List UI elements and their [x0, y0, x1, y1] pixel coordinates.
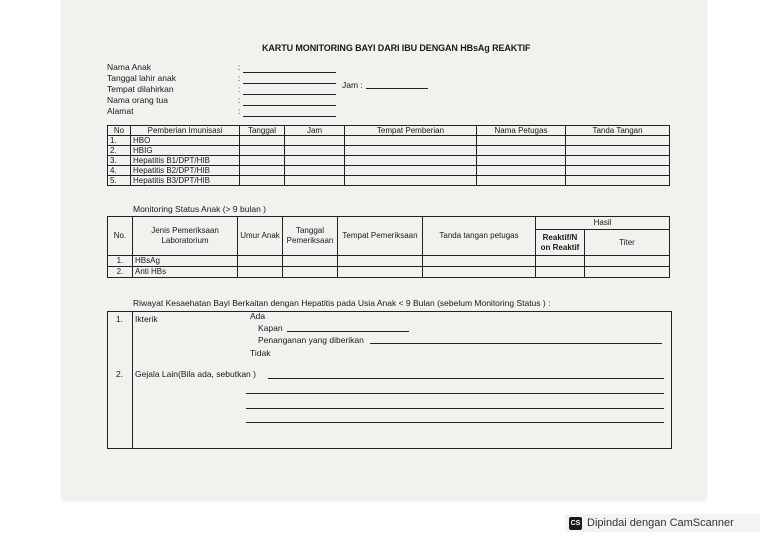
cell-empty	[566, 136, 670, 146]
cell-empty	[283, 256, 338, 267]
col-header-petugas: Nama Petugas	[477, 126, 566, 136]
col-header-jam: Jam	[285, 126, 345, 136]
fill-line-gejala-3	[246, 408, 664, 409]
history-item1-no: 1.	[116, 314, 124, 324]
row-no: 2.	[108, 267, 133, 278]
monitoring-heading: Monitoring Status Anak (> 9 bulan )	[133, 204, 267, 214]
cell-empty	[423, 267, 536, 278]
row-no: 5.	[108, 176, 131, 186]
fill-line-tanggal-lahir	[243, 83, 336, 84]
fill-line-gejala-4	[246, 422, 664, 423]
cell-empty	[240, 156, 285, 166]
cell-empty	[240, 176, 285, 186]
col-header-tempat: Tempat Pemberian	[345, 126, 477, 136]
table-row	[108, 136, 670, 146]
cell-empty	[240, 166, 285, 176]
history-item2-no: 2.	[116, 369, 124, 379]
cell-empty	[285, 176, 345, 186]
cell-empty	[585, 267, 670, 278]
cell-empty	[566, 146, 670, 156]
field-label-nama-anak: Nama Anak	[107, 62, 151, 72]
col-header-ttd: Tanda tangan petugas	[423, 217, 536, 256]
cell-empty	[566, 166, 670, 176]
cell-empty	[585, 256, 670, 267]
table-header-row	[108, 126, 670, 136]
row-no: 1.	[108, 136, 131, 146]
penanganan-label: Penanganan yang diberikan	[258, 335, 364, 345]
camscanner-watermark	[565, 514, 760, 532]
row-no: 4.	[108, 166, 131, 176]
col-header-tanda-tangan: Tanda Tangan	[566, 126, 670, 136]
row-imunisasi: HBO	[131, 136, 240, 146]
cell-empty	[536, 267, 585, 278]
table-row	[108, 256, 670, 267]
immunization-table	[107, 125, 670, 186]
row-pemeriksaan: HBsAg	[133, 256, 238, 267]
field-colon: :	[238, 74, 241, 83]
row-no: 2.	[108, 146, 131, 156]
col-header-tanggal: Tanggal	[240, 126, 285, 136]
table-row	[108, 166, 670, 176]
cell-empty	[477, 156, 566, 166]
col-header-reaktif: Reaktif/N on Reaktif	[536, 230, 585, 256]
fill-line-penanganan	[370, 343, 662, 344]
fill-line-kapan	[287, 331, 409, 332]
cell-empty	[477, 146, 566, 156]
cell-empty	[345, 166, 477, 176]
cell-empty	[238, 267, 283, 278]
field-label-nama-orang-tua: Nama orang tua	[107, 95, 168, 105]
cell-empty	[285, 136, 345, 146]
history-heading: Riwayat Kesaehatan Bayi Berkaitan dengan Hepatitis pada Usia Anak < 9 Bulan (sebelum Monitoring Status ) :	[133, 298, 551, 308]
cell-empty	[423, 256, 536, 267]
fill-line-alamat	[243, 116, 336, 117]
col-header-jenis: Jenis Pemeriksaan Laboratorium	[133, 217, 238, 256]
fill-line-nama-anak	[243, 72, 336, 73]
fill-line-tempat	[243, 94, 336, 95]
history-item1-label: Ikterik	[135, 314, 158, 324]
col-header-titer: Titer	[585, 230, 670, 256]
cell-empty	[240, 136, 285, 146]
field-label-tanggal-lahir: Tanggal lahir anak	[107, 73, 176, 83]
col-header-no: No.	[108, 217, 133, 256]
table-row	[108, 267, 670, 278]
option-tidak: Tidak	[250, 348, 271, 358]
cell-empty	[345, 156, 477, 166]
fill-line-gejala-1	[268, 378, 664, 379]
kapan-label: Kapan	[258, 323, 283, 333]
history-column-divider	[132, 312, 133, 448]
cell-empty	[285, 156, 345, 166]
col-header-tempat: Tempat Pemeriksaan	[338, 217, 423, 256]
cell-empty	[477, 136, 566, 146]
camscanner-text: Dipindai dengan CamScanner	[587, 517, 734, 529]
table-header-row	[108, 217, 670, 230]
monitoring-table	[107, 216, 670, 278]
row-imunisasi: HBIG	[131, 146, 240, 156]
jam-label: Jam :	[342, 80, 363, 90]
field-colon: :	[238, 63, 241, 72]
row-imunisasi: Hepatitis B1/DPT/HIB	[131, 156, 240, 166]
cell-empty	[338, 256, 423, 267]
row-no: 3.	[108, 156, 131, 166]
fill-line-jam	[366, 88, 428, 89]
cell-empty	[566, 176, 670, 186]
cell-empty	[477, 166, 566, 176]
option-ada: Ada	[250, 311, 266, 321]
fill-line-gejala-2	[246, 393, 664, 394]
cell-empty	[345, 136, 477, 146]
table-row	[108, 146, 670, 156]
field-label-tempat-dilahirkan: Tempat dilahirkan	[107, 84, 174, 94]
table-row	[108, 156, 670, 166]
cell-empty	[477, 176, 566, 186]
col-header-tanggal: Tanggal Pemeriksaan	[283, 217, 338, 256]
field-colon: :	[238, 107, 241, 116]
table-row	[108, 176, 670, 186]
col-header-pemberian: Pemberian Imunisasi	[131, 126, 240, 136]
form-title: KARTU MONITORING BAYI DARI IBU DENGAN HBsAg REAKTIF	[262, 43, 531, 53]
row-pemeriksaan: Anti HBs	[133, 267, 238, 278]
cell-empty	[345, 176, 477, 186]
cell-empty	[338, 267, 423, 278]
field-label-alamat: Alamat	[107, 106, 134, 116]
cell-empty	[345, 146, 477, 156]
cell-empty	[285, 166, 345, 176]
camscanner-logo-icon: CS	[569, 517, 582, 530]
row-imunisasi: Hepatitis B2/DPT/HIB	[131, 166, 240, 176]
row-imunisasi: Hepatitis B3/DPT/HIB	[131, 176, 240, 186]
col-header-umur: Umur Anak	[238, 217, 283, 256]
cell-empty	[238, 256, 283, 267]
history-item2-label: Gejala Lain(Bila ada, sebutkan )	[135, 369, 256, 379]
fill-line-orang-tua	[243, 105, 336, 106]
col-header-hasil: Hasil	[536, 217, 670, 230]
col-header-no: No	[108, 126, 131, 136]
cell-empty	[285, 146, 345, 156]
field-colon: :	[238, 96, 241, 105]
row-no: 1.	[108, 256, 133, 267]
cell-empty	[566, 156, 670, 166]
cell-empty	[536, 256, 585, 267]
cell-empty	[283, 267, 338, 278]
field-colon: :	[238, 85, 241, 94]
cell-empty	[240, 146, 285, 156]
